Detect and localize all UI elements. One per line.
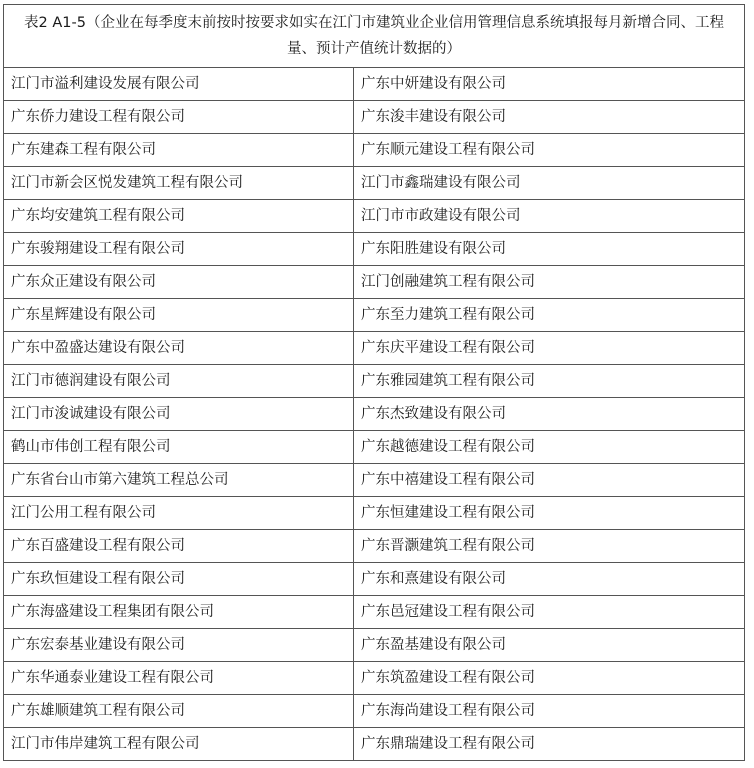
caption-row: [4, 5, 745, 68]
company-name-left: 广东中盈盛达建设有限公司: [4, 332, 354, 365]
table-row: [4, 662, 745, 695]
company-name-right: 广东筑盈建设工程有限公司: [354, 662, 745, 695]
company-name-left: 广东宏泰基业建设有限公司: [4, 629, 354, 662]
company-name-right: 广东阳胜建设有限公司: [354, 233, 745, 266]
company-name-right: 广东邑冠建设工程有限公司: [354, 596, 745, 629]
company-name-left: 广东均安建筑工程有限公司: [4, 200, 354, 233]
table-row: [4, 563, 745, 596]
company-name-right: 江门市鑫瑞建设有限公司: [354, 167, 745, 200]
table-row: [4, 629, 745, 662]
table-caption: 表2 A1-5（企业在每季度末前按时按要求如实在江门市建筑业企业信用管理信息系统填报每月新增合同、工程量、预计产值统计数据的）: [4, 5, 745, 68]
table-row: [4, 464, 745, 497]
table-row: [4, 200, 745, 233]
company-name-left: 广东海盛建设工程集团有限公司: [4, 596, 354, 629]
table-row: [4, 728, 745, 761]
company-name-left: 广东玖恒建设工程有限公司: [4, 563, 354, 596]
company-name-right: 广东海尚建设工程有限公司: [354, 695, 745, 728]
company-name-right: 广东杰致建设有限公司: [354, 398, 745, 431]
company-name-left: 广东华通泰业建设工程有限公司: [4, 662, 354, 695]
company-table-body: [4, 5, 745, 761]
table-row: [4, 695, 745, 728]
company-name-left: 江门市德润建设有限公司: [4, 365, 354, 398]
company-name-right: 广东浚丰建设有限公司: [354, 101, 745, 134]
table-row: [4, 365, 745, 398]
table-row: [4, 68, 745, 101]
company-name-right: 江门创融建筑工程有限公司: [354, 266, 745, 299]
table-row: [4, 431, 745, 464]
table-row: [4, 398, 745, 431]
company-name-right: 广东中禧建设工程有限公司: [354, 464, 745, 497]
company-name-right: 广东至力建筑工程有限公司: [354, 299, 745, 332]
company-name-right: 广东雅园建筑工程有限公司: [354, 365, 745, 398]
company-name-left: 鹤山市伟创工程有限公司: [4, 431, 354, 464]
table-row: [4, 530, 745, 563]
company-name-left: 广东省台山市第六建筑工程总公司: [4, 464, 354, 497]
company-name-right: 广东顺元建设工程有限公司: [354, 134, 745, 167]
table-row: [4, 101, 745, 134]
table-row: [4, 596, 745, 629]
table-row: [4, 167, 745, 200]
table-row: [4, 266, 745, 299]
company-name-right: 广东中妍建设有限公司: [354, 68, 745, 101]
company-name-left: 广东百盛建设工程有限公司: [4, 530, 354, 563]
company-name-right: 广东晋灏建筑工程有限公司: [354, 530, 745, 563]
table-row: [4, 299, 745, 332]
company-name-left: 广东建森工程有限公司: [4, 134, 354, 167]
company-name-right: 广东和熹建设有限公司: [354, 563, 745, 596]
company-name-left: 江门市伟岸建筑工程有限公司: [4, 728, 354, 761]
company-name-right: 广东盈基建设有限公司: [354, 629, 745, 662]
company-name-left: 广东雄顺建筑工程有限公司: [4, 695, 354, 728]
company-name-left: 江门市新会区悦发建筑工程有限公司: [4, 167, 354, 200]
company-name-left: 江门市溢利建设发展有限公司: [4, 68, 354, 101]
company-name-right: 广东鼎瑞建设工程有限公司: [354, 728, 745, 761]
company-name-left: 广东众正建设有限公司: [4, 266, 354, 299]
table-row: [4, 134, 745, 167]
company-name-left: 广东侨力建设工程有限公司: [4, 101, 354, 134]
company-name-right: 广东庆平建设工程有限公司: [354, 332, 745, 365]
company-table: [3, 4, 745, 761]
company-name-left: 江门公用工程有限公司: [4, 497, 354, 530]
table-row: [4, 497, 745, 530]
company-name-right: 江门市市政建设有限公司: [354, 200, 745, 233]
company-name-right: 广东恒建建设工程有限公司: [354, 497, 745, 530]
company-name-left: 江门市浚诚建设有限公司: [4, 398, 354, 431]
company-name-right: 广东越德建设工程有限公司: [354, 431, 745, 464]
company-name-left: 广东骏翔建设工程有限公司: [4, 233, 354, 266]
table-row: [4, 332, 745, 365]
company-name-left: 广东星辉建设有限公司: [4, 299, 354, 332]
table-row: [4, 233, 745, 266]
